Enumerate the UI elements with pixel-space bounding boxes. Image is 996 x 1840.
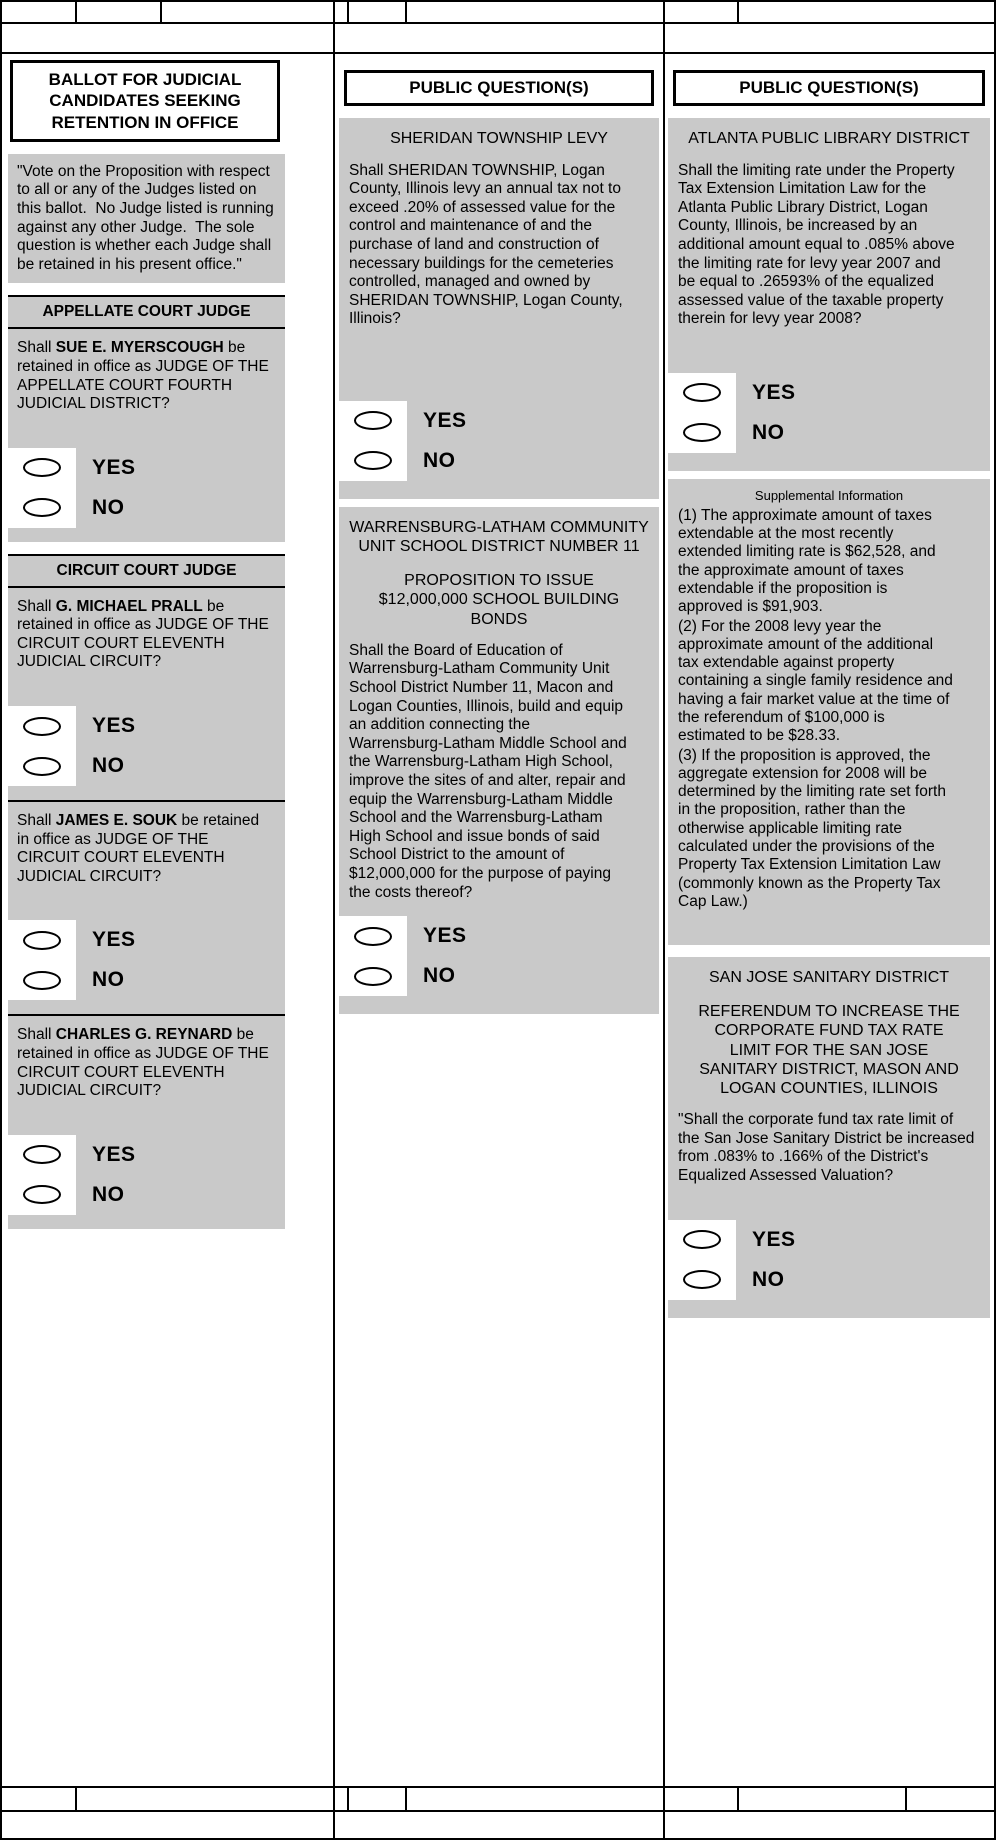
public-questions-header: PUBLIC QUESTION(S) <box>673 70 985 106</box>
yes-oval[interactable] <box>354 411 392 430</box>
vote-block <box>8 1135 285 1215</box>
yes-label: YES <box>752 1227 796 1251</box>
no-oval-cell <box>668 413 736 453</box>
question-title: ATLANTA PUBLIC LIBRARY DISTRICT <box>688 130 970 148</box>
no-oval[interactable] <box>23 757 61 776</box>
strip-tick <box>405 1786 407 1812</box>
question-subtitle: REFERENDUM TO INCREASE THE CORPORATE FUND TAX RATE LIMIT FOR THE SAN JOSE SANITARY DISTRICT, MASON AND LOGAN COUNTIES, ILLINOIS <box>698 1003 960 1098</box>
no-label: NO <box>92 1182 125 1206</box>
strip-rule <box>0 1786 996 1788</box>
sheridan-township-levy-panel <box>339 118 659 499</box>
strip-tick <box>905 1786 907 1812</box>
yes-oval-cell <box>8 448 76 488</box>
vote-labels <box>407 401 467 481</box>
strip-tick <box>75 1786 77 1812</box>
yes-oval[interactable] <box>23 717 61 736</box>
question-title: SAN JOSE SANITARY DISTRICT <box>708 969 950 987</box>
section-appellate-court-judge: APPELLATE COURT JUDGE <box>8 295 285 329</box>
strip-tick <box>737 1786 739 1812</box>
supplemental-paragraph-3: (3) If the proposition is approved, the aggregate extension for 2008 will be determined by the limiting rate set forth in the proposition, rather than the otherwise applicable limiting rate calculated under the provisions of the Property Tax Extension Limitation Law (commonly known as the Property Tax Cap Law.) <box>678 746 946 910</box>
yes-oval[interactable] <box>23 458 61 477</box>
strip-tick <box>347 0 349 22</box>
yes-label: YES <box>92 455 136 479</box>
oval-target-area <box>8 706 76 786</box>
judge-name: CHARLES G. REYNARD <box>55 1026 233 1044</box>
vote-labels <box>407 916 467 996</box>
strip-rule <box>0 52 996 54</box>
no-label: NO <box>423 964 456 988</box>
yes-oval[interactable] <box>683 383 721 402</box>
no-oval[interactable] <box>354 967 392 986</box>
question-panel-souk <box>8 800 285 1014</box>
no-oval[interactable] <box>683 423 721 442</box>
no-oval-cell <box>339 956 407 996</box>
question-panel-prall <box>8 588 285 800</box>
warrensburg-latham-bond-panel <box>339 507 659 1014</box>
yes-oval[interactable] <box>23 931 61 950</box>
supplemental-information-panel <box>668 479 990 945</box>
public-questions-column-1 <box>339 58 659 1014</box>
circuit-court-question-group <box>8 588 285 1229</box>
oval-target-area <box>668 373 736 453</box>
oval-target-area <box>8 1135 76 1215</box>
strip-tick <box>737 0 739 22</box>
no-label: NO <box>92 968 125 992</box>
question-panel-myerscough <box>8 329 285 541</box>
question-rest: be retained in office as JUDGE OF THE CIRCUIT COURT ELEVENTH JUDICIAL CIRCUIT? <box>17 1026 269 1100</box>
no-oval[interactable] <box>23 498 61 517</box>
vote-block <box>8 706 285 786</box>
vote-block <box>339 401 659 481</box>
yes-label: YES <box>92 714 136 738</box>
judicial-retention-column <box>8 58 285 1229</box>
retention-question-text <box>8 339 285 413</box>
section-circuit-court-judge: CIRCUIT COURT JUDGE <box>8 554 285 588</box>
no-oval-cell <box>8 488 76 528</box>
yes-oval-cell <box>8 706 76 746</box>
question-subtitle: PROPOSITION TO ISSUE $12,000,000 SCHOOL BUILDING BONDS <box>378 572 620 628</box>
retention-instructions: "Vote on the Proposition with respect to all or any of the Judges listed on this ballot. No Judge listed is running against any other Judge. The sole question is whether each Judge shall be retained in his present office." <box>8 154 285 284</box>
no-label: NO <box>92 754 125 778</box>
no-oval[interactable] <box>354 451 392 470</box>
no-oval[interactable] <box>683 1270 721 1289</box>
oval-target-area <box>8 448 76 528</box>
question-pre: Shall <box>17 812 56 830</box>
question-body: Shall SHERIDAN TOWNSHIP, Logan County, Illinois levy an annual tax not to exceed .20% of assessed value for the control and maintenance of and the purchase of land and construction of necessary buildings for the cemeteries controlled, managed and owned by SHERIDAN TOWNSHIP, Logan County, Illinois? <box>349 161 623 328</box>
no-oval[interactable] <box>23 1185 61 1204</box>
vote-labels <box>736 373 796 453</box>
yes-oval-cell <box>339 401 407 441</box>
vote-labels <box>736 1220 796 1300</box>
strip-tick <box>160 0 162 22</box>
vote-labels <box>76 706 136 786</box>
vote-block <box>668 1220 990 1300</box>
no-label: NO <box>423 448 456 472</box>
vote-labels <box>76 1135 136 1215</box>
no-oval-cell <box>8 960 76 1000</box>
yes-label: YES <box>92 1142 136 1166</box>
yes-oval-cell <box>339 916 407 956</box>
strip-tick <box>75 0 77 22</box>
column-divider-1 <box>333 0 335 1840</box>
retention-question-text <box>8 598 285 672</box>
retention-question-text <box>8 812 285 886</box>
yes-oval[interactable] <box>23 1145 61 1164</box>
no-oval-cell <box>8 1175 76 1215</box>
question-title: SHERIDAN TOWNSHIP LEVY <box>390 130 608 148</box>
yes-label: YES <box>423 924 467 948</box>
no-oval[interactable] <box>23 971 61 990</box>
no-oval-cell <box>668 1260 736 1300</box>
vote-block <box>8 920 285 1000</box>
judicial-ballot-header: BALLOT FOR JUDICIAL CANDIDATES SEEKING RETENTION IN OFFICE <box>10 60 280 142</box>
public-questions-header: PUBLIC QUESTION(S) <box>344 70 654 106</box>
strip-tick <box>347 1786 349 1812</box>
vote-block <box>339 916 659 996</box>
judge-name: G. MICHAEL PRALL <box>55 597 203 615</box>
question-body: Shall the Board of Education of Warrensburg-Latham Community Unit School District Number 11, Macon and Logan Counties, Illinois, build and equip an addition connecting the Warrensburg-Latham Middle School and the Warrensburg-Latham High School, improve the sites of and alter, repair and equip the Warrensburg-Latham Middle School and the Warrensburg-Latham High School and issue bonds of said School District to the amount of $12,000,000 for the purpose of paying the costs thereof? <box>349 641 627 901</box>
judge-name: JAMES E. SOUK <box>55 812 178 830</box>
yes-oval-cell <box>668 373 736 413</box>
no-label: NO <box>92 495 125 519</box>
strip-tick <box>405 0 407 22</box>
san-jose-sanitary-district-panel <box>668 957 990 1318</box>
supplemental-title: Supplemental Information <box>754 487 904 503</box>
no-label: NO <box>752 1267 785 1291</box>
question-body: "Shall the corporate fund tax rate limit of the San Jose Sanitary District be increased from .083% to .166% of the District's Equalized Assessed Valuation? <box>678 1111 975 1185</box>
yes-label: YES <box>752 380 796 404</box>
question-pre: Shall <box>17 339 56 357</box>
vote-labels <box>76 920 136 1000</box>
question-rest: be retained in office as JUDGE OF THE CIRCUIT COURT ELEVENTH JUDICIAL CIRCUIT? <box>17 812 260 885</box>
vote-labels <box>76 448 136 528</box>
question-panel-reynard <box>8 1014 285 1228</box>
question-rest: be retained in office as JUDGE OF THE APPELLATE COURT FOURTH JUDICIAL DISTRICT? <box>17 339 269 413</box>
yes-oval-cell <box>668 1220 736 1260</box>
strip-rule <box>0 22 996 24</box>
question-rest: be retained in office as JUDGE OF THE CIRCUIT COURT ELEVENTH JUDICIAL CIRCUIT? <box>17 597 269 671</box>
vote-block <box>668 373 990 453</box>
no-oval-cell <box>339 441 407 481</box>
no-label: NO <box>752 420 785 444</box>
question-pre: Shall <box>17 1026 56 1044</box>
oval-target-area <box>668 1220 736 1300</box>
no-oval-cell <box>8 746 76 786</box>
supplemental-paragraph-1: (1) The approximate amount of taxes extendable at the most recently extended limiting rate is $62,528, and the approximate amount of taxes extendable if the proposition is approved is $91,903. <box>678 506 936 616</box>
oval-target-area <box>339 916 407 996</box>
column-divider-2 <box>663 0 665 1840</box>
yes-oval-cell <box>8 1135 76 1175</box>
atlanta-library-district-panel <box>668 118 990 471</box>
yes-oval[interactable] <box>354 927 392 946</box>
vote-block <box>8 448 285 528</box>
oval-target-area <box>8 920 76 1000</box>
oval-target-area <box>339 401 407 481</box>
question-body: Shall the limiting rate under the Property Tax Extension Limitation Law for the Atlanta Public Library District, Logan County, Illinois, be increased by an additional amount equal to .085% above the limiting rate for levy year 2007 and be equal to .26593% of the equalized assessed value of the taxable property therein for levy year 2008? <box>678 161 955 328</box>
judge-name: SUE E. MYERSCOUGH <box>55 339 224 357</box>
yes-label: YES <box>92 928 136 952</box>
strip-rule <box>0 1810 996 1812</box>
question-pre: Shall <box>17 597 56 615</box>
supplemental-paragraph-2: (2) For the 2008 levy year the approximate amount of the additional tax extendable against property containing a single family residence and having a fair market value at the time of the referendum of $100,000 is estimated to be $28.33. <box>678 617 953 745</box>
retention-question-text <box>8 1026 285 1100</box>
public-questions-column-2 <box>668 58 990 1318</box>
yes-oval-cell <box>8 920 76 960</box>
yes-label: YES <box>423 408 467 432</box>
question-title: WARRENSBURG-LATHAM COMMUNITY UNIT SCHOOL DISTRICT NUMBER 11 <box>349 518 649 556</box>
yes-oval[interactable] <box>683 1230 721 1249</box>
